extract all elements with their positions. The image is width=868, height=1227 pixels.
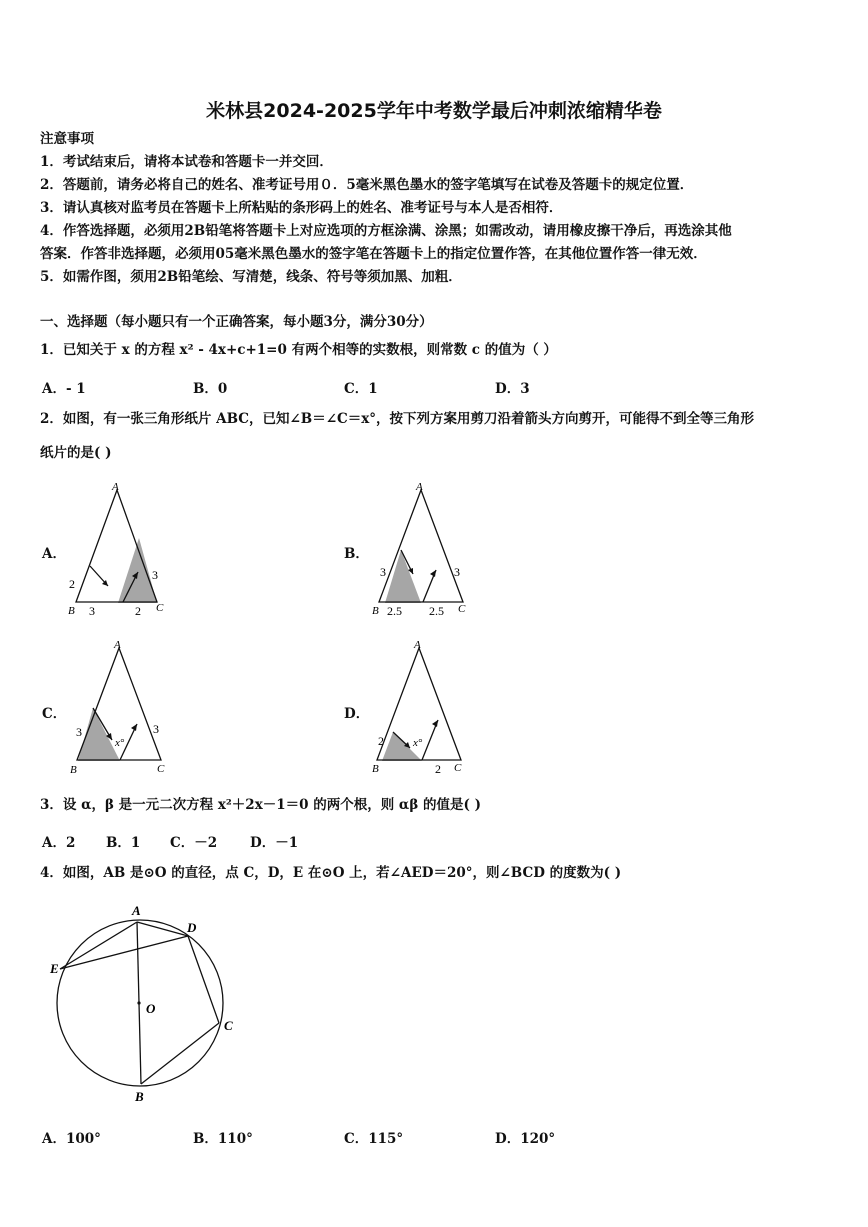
- length-label: 2: [435, 762, 441, 776]
- q4-option-d: D．120°: [495, 1131, 556, 1147]
- q3-option-a: A．2: [42, 835, 76, 851]
- vertex-label-b: B: [372, 763, 379, 775]
- shaded-triangle: [385, 550, 421, 603]
- q4-option-b: B．110°: [193, 1131, 253, 1147]
- vertex-label-b: B: [68, 605, 75, 617]
- point-label-c: C: [224, 1018, 233, 1033]
- notice-item: 3．请认真核对监考员在答题卡上所粘贴的条形码上的姓名、准考证号与本人是否相符．: [40, 200, 563, 216]
- vertex-label-a: A: [112, 481, 119, 493]
- q1-option-d: D．3: [495, 381, 530, 397]
- vertex-label-c: C: [458, 603, 466, 615]
- notice-item: 1．考试结束后，请将本试卷和答题卡一并交回．: [40, 154, 333, 170]
- length-label: 2: [378, 734, 384, 748]
- vertex-label-a: A: [414, 639, 421, 651]
- section-heading: 一、选择题（每小题只有一个正确答案，每小题3分，满分30分）: [40, 314, 433, 330]
- length-label: 2: [69, 577, 75, 591]
- q1-option-c: C．1: [344, 381, 378, 397]
- length-label: 2.5: [387, 604, 402, 618]
- q2-stem-line2: 纸片的是( ): [40, 445, 112, 461]
- point-label-b: B: [135, 1089, 144, 1104]
- q2-option-d-label: D．: [344, 706, 370, 722]
- angle-label: x°: [413, 737, 423, 749]
- notice-item: 5．如需作图，须用2B铅笔绘、写清楚，线条、符号等须加黑、加粗．: [40, 269, 462, 285]
- vertex-label-c: C: [157, 763, 165, 775]
- center-point: [137, 1001, 140, 1004]
- q2-option-b-label: B．: [344, 546, 369, 562]
- shaded-triangle: [78, 708, 120, 761]
- q1-option-b: B．0: [193, 381, 228, 397]
- q4-stem: 4．如图，AB 是⊙O 的直径，点 C，D，E 在⊙O 上，若∠AED＝20°，则∠BCD 的度数为( ): [40, 865, 622, 881]
- q3-option-b: B．1: [106, 835, 141, 851]
- triangle-figure-a: [60, 478, 180, 618]
- q2-option-c-label: C．: [42, 706, 67, 722]
- notice-item: 答案．作答非选择题，必须用05毫米黑色墨水的签字笔在答题卡上的指定位置作答，在其他位置作答一律无效．: [40, 246, 707, 262]
- vertex-label-b: B: [70, 764, 77, 776]
- vertex-label-a: A: [416, 481, 423, 493]
- length-label: 3: [380, 565, 386, 579]
- q3-option-d: D．－1: [250, 835, 299, 851]
- notice-item: 4．作答选择题，必须用2B铅笔将答题卡上对应选项的方框涂满、涂黑；如需改动，请用橡皮擦干净后，再选涂其他: [40, 223, 732, 239]
- point-label-a: A: [132, 903, 141, 918]
- triangle-figure-c: [60, 636, 180, 776]
- length-label: 3: [454, 565, 460, 579]
- vertex-label-c: C: [156, 602, 164, 614]
- length-label: 3: [152, 568, 158, 582]
- q3-option-c: C．－2: [170, 835, 218, 851]
- q2-stem-line1: 2．如图，有一张三角形纸片 ABC，已知∠B＝∠C＝x°，按下列方案用剪刀沿着箭头方向剪开，可能得不到全等三角形: [40, 411, 755, 427]
- notice-item: 2．答题前，请务必将自己的姓名、准考证号用０．5毫米黑色墨水的签字笔填写在试卷及答题卡的规定位置．: [40, 177, 694, 193]
- q4-option-c: C．115°: [344, 1131, 404, 1147]
- vertex-label-b: B: [372, 605, 379, 617]
- q4-option-a: A．100°: [42, 1131, 101, 1147]
- length-label: 3: [153, 722, 159, 736]
- q1-option-a: A．- 1: [42, 381, 86, 397]
- vertex-label-a: A: [114, 639, 121, 651]
- q2-option-a-label: A．: [42, 546, 66, 562]
- length-label: 3: [76, 725, 82, 739]
- point-label-o: O: [146, 1001, 156, 1016]
- length-label: 2: [135, 604, 141, 618]
- notice-heading: 注意事项: [40, 131, 94, 147]
- circle-figure: [40, 895, 250, 1110]
- q3-stem: 3．设 α，β 是一元二次方程 x²＋2x－1＝0 的两个根，则 αβ 的值是( ): [40, 797, 481, 813]
- angle-label: x°: [115, 737, 125, 749]
- triangle-figure-b: [368, 478, 488, 618]
- page-title: 米林县2024-2025学年中考数学最后冲刺浓缩精华卷: [206, 100, 662, 122]
- vertex-label-c: C: [454, 762, 462, 774]
- q1-stem: 1．已知关于 x 的方程 x² - 4x+c+1=0 有两个相等的实数根，则常数 c 的值为（ ）: [40, 342, 557, 358]
- point-label-e: E: [50, 961, 59, 976]
- length-label: 3: [89, 604, 95, 618]
- triangle-figure-d: [368, 636, 488, 776]
- point-label-d: D: [187, 920, 197, 935]
- length-label: 2.5: [429, 604, 444, 618]
